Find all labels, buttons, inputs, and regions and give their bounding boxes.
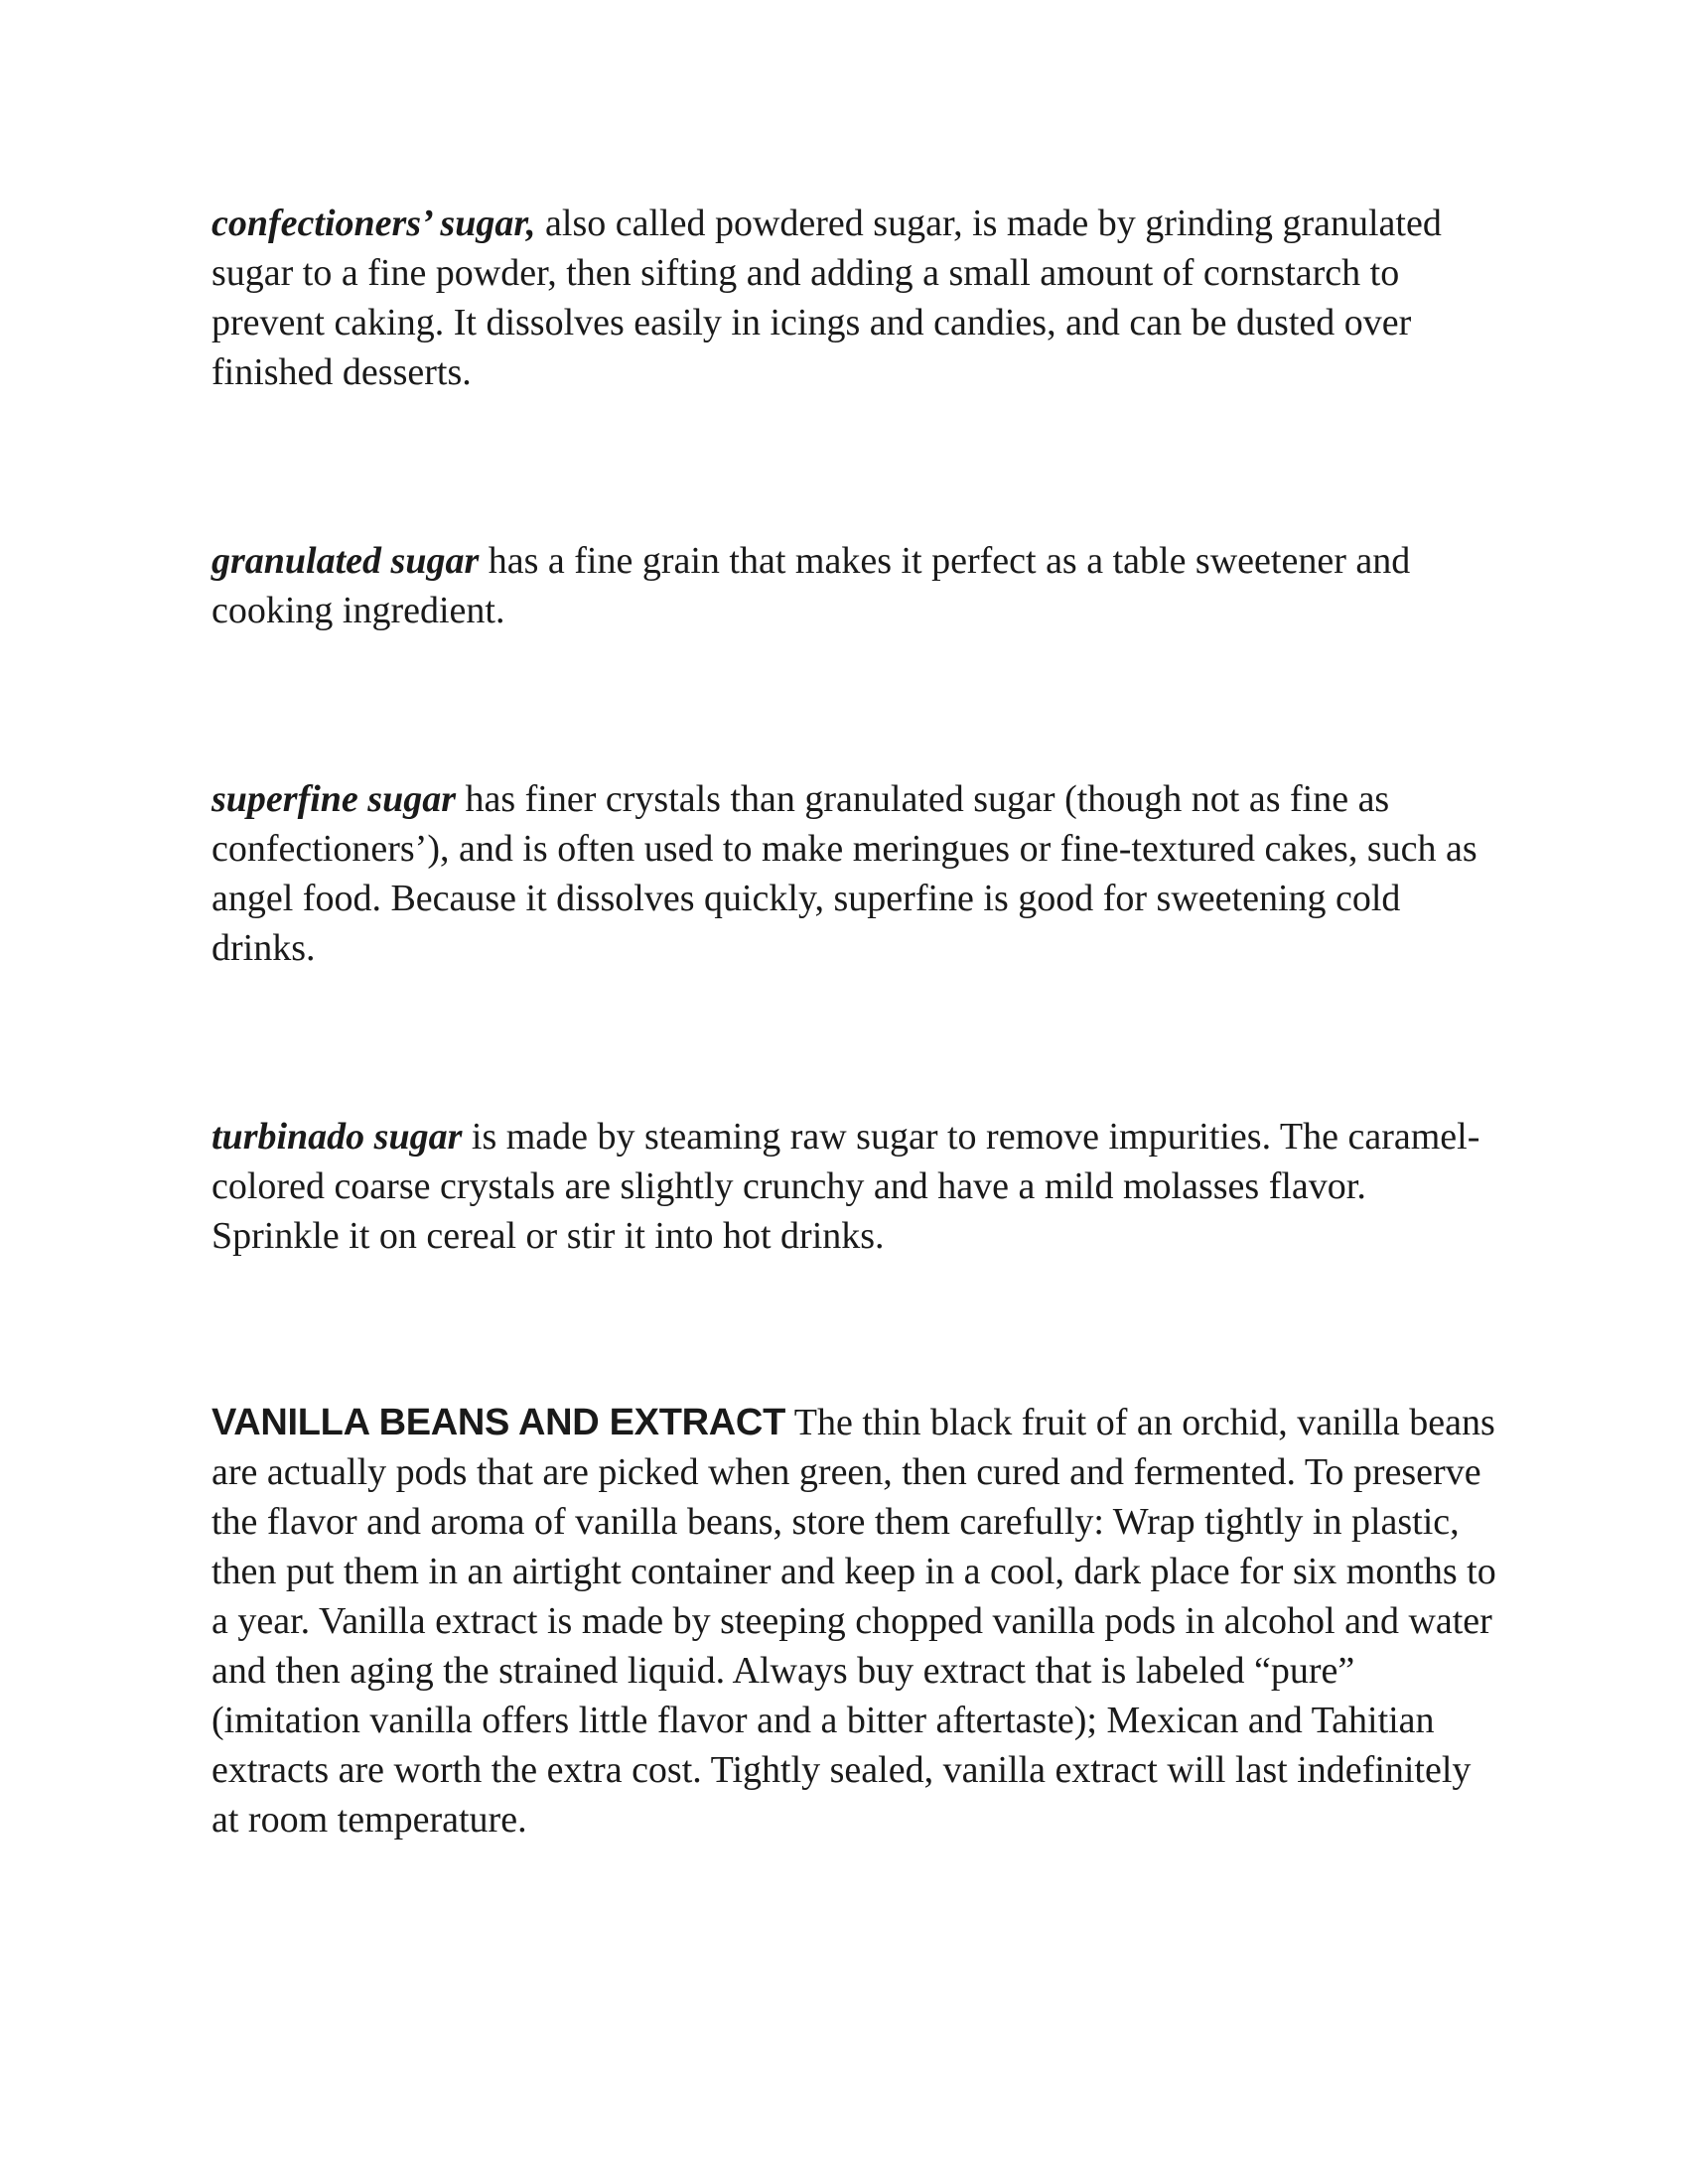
term-granulated-sugar: granulated sugar	[211, 540, 480, 582]
term-confectioners-sugar: confectioners’ sugar,	[211, 203, 536, 244]
entry-vanilla-beans-and-extract	[211, 1398, 1502, 1844]
entry-turbinado-sugar	[211, 1112, 1502, 1261]
definition-confectioners-sugar: also called powdered sugar, is made by grinding granulated sugar to a fine powder, then sifting and adding a small amount of cornstarch to prevent caking. It dissolves easily in icings and candies, and can be dusted over finished desserts.	[211, 203, 1442, 393]
entry-granulated-sugar	[211, 536, 1502, 635]
entry-confectioners-sugar	[211, 199, 1502, 397]
term-superfine-sugar: superfine sugar	[211, 778, 456, 820]
definition-vanilla-beans-and-extract: The thin black fruit of an orchid, vanilla beans are actually pods that are picked when green, then cured and fermented. To preserve the flavor and aroma of vanilla beans, store them carefully: Wrap tightly in plastic, then put them in an airtight container and keep in a cool, dark place for six months to a year. Vanilla extract is made by steeping chopped vanilla pods in alcohol and water and then aging the strained liquid. Always buy extract that is labeled “pure” (imitation vanilla offers little flavor and a bitter aftertaste); Mexican and Tahitian extracts are worth the extra cost. Tightly sealed, vanilla extract will last indefinitely at room temperature.	[211, 1402, 1496, 1841]
term-turbinado-sugar: turbinado sugar	[211, 1116, 463, 1158]
heading-vanilla-beans-and-extract: VANILLA BEANS AND EXTRACT	[211, 1402, 785, 1443]
definition-superfine-sugar: has finer crystals than granulated sugar (though not as fine as confectioners’), and is often used to make meringues or fine-textured cakes, such as angel food. Because it dissolves quickly, superfine is good for sweetening cold drinks.	[211, 778, 1477, 969]
definition-turbinado-sugar: is made by steaming raw sugar to remove impurities. The caramel-colored coarse crystals are slightly crunchy and have a mild molasses flavor. Sprinkle it on cereal or stir it into hot drinks.	[211, 1116, 1480, 1257]
entry-superfine-sugar	[211, 774, 1502, 973]
definition-granulated-sugar: has a fine grain that makes it perfect as a table sweetener and cooking ingredient.	[211, 540, 1411, 631]
